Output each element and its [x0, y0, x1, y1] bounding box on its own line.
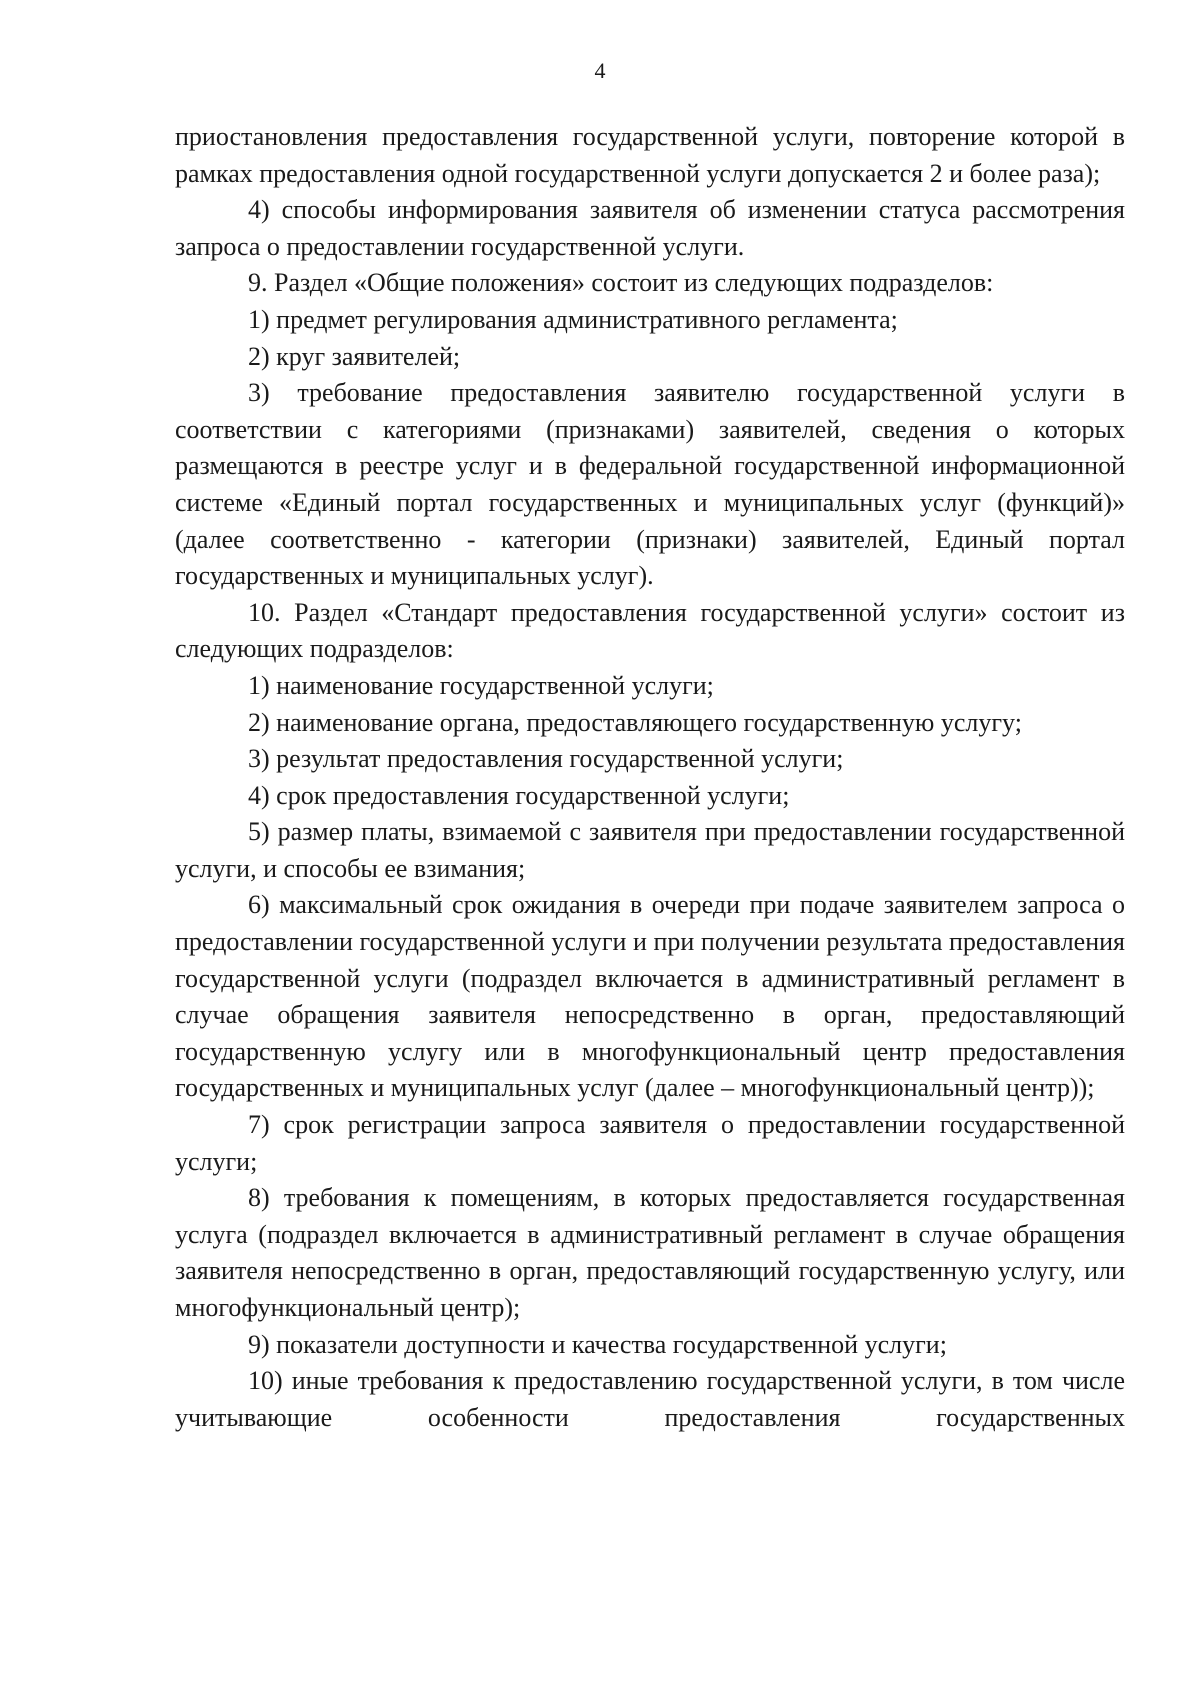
clause-10-item-8: 8) требования к помещениям, в которых предоставляется государственная услуга (подраздел включается в административный регламент в случае обращения заявителя непосредственно в орган, предоставляющий государственную услугу, или многофункциональный центр); [175, 1183, 1125, 1322]
clause-10-item-9: 9) показатели доступности и качества государственной услуги; [248, 1329, 947, 1359]
clause-10-standard: 10. Раздел «Стандарт предоставления государственной услуги» состоит из следующих подразделов: [175, 597, 1125, 664]
clause-10-item-3: 3) результат предоставления государственной услуги; [248, 744, 844, 774]
clause-9-item-2: 2) круг заявителей; [248, 341, 461, 371]
clause-9-item-3: 3) требование предоставления заявителю государственной услуги в соответствии с категориями (признаками) заявителей, сведения о которых размещаются в реестре услуг и в федеральной государственной информационной системе «Единый портал государственных и муниципальных услуг (функций)» (далее соответственно - категории (признаки) заявителей, Единый портал государственных и муниципальных услуг). [175, 378, 1125, 591]
clause-10-item-10: 10) иные требования к предоставлению государственной услуги, в том числе учитывающие особенности предоставления государственных [175, 1366, 1125, 1432]
clause-10-item-7: 7) срок регистрации запроса заявителя о предоставлении государственной услуги; [175, 1110, 1125, 1176]
clause-10-item-4: 4) срок предоставления государственной услуги; [248, 780, 790, 810]
clause-9-item-1: 1) предмет регулирования административного регламента; [248, 304, 898, 334]
clause-9-general-provisions: 9. Раздел «Общие положения» состоит из следующих подразделов: [248, 268, 994, 298]
page-number: 4 [594, 58, 606, 83]
clause-10-item-1: 1) наименование государственной услуги; [248, 670, 714, 700]
clause-10-item-6: 6) максимальный срок ожидания в очереди при подаче заявителем запроса о предоставлении государственной услуги и при получении результата предоставления государственной услуги (подраздел включается в административный регламент в случае обращения заявителя непосредственно в орган, предоставляющий государственную услугу или в многофункциональный центр предоставления государственных и муниципальных услуг (далее – многофункциональный центр)); [175, 890, 1125, 1103]
document-body [175, 119, 1125, 1436]
list-item-4-notification-methods: 4) способы информирования заявителя об изменении статуса рассмотрения запроса о предоставлении государственной услуги. [175, 195, 1125, 261]
paragraph-continuation: приостановления предоставления государственной услуги, повторение которой в рамках предоставления одной государственной услуги допускается 2 и более раза); [175, 122, 1125, 188]
clause-10-item-5: 5) размер платы, взимаемой с заявителя при предоставлении государственной услуги, и способы ее взимания; [175, 817, 1125, 883]
clause-10-item-2: 2) наименование органа, предоставляющего государственную услугу; [248, 707, 1022, 737]
